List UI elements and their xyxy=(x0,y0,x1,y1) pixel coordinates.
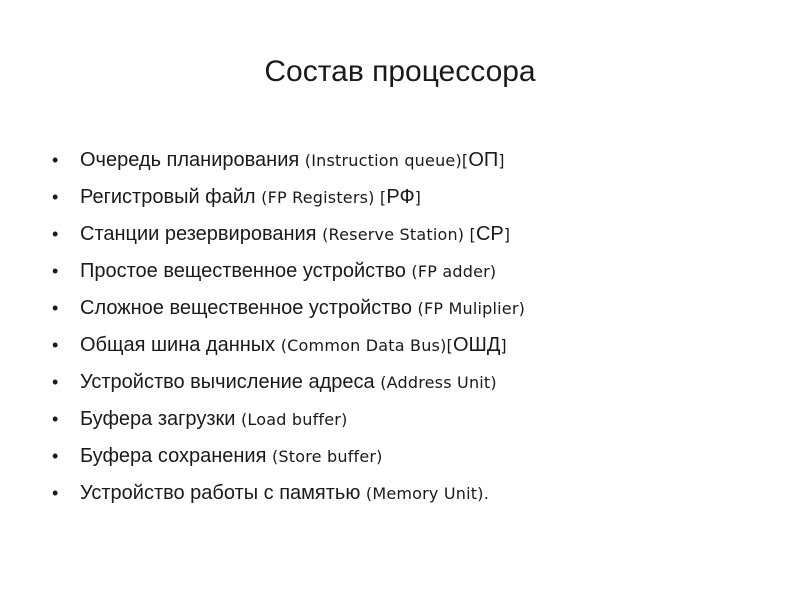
bullet-icon: • xyxy=(52,446,59,466)
bullet-icon: • xyxy=(52,187,59,207)
list-item xyxy=(52,253,525,290)
item-russian-text: Очередь планирования xyxy=(80,149,305,171)
bullet-list xyxy=(52,142,525,512)
item-english-text: (Memory Unit). xyxy=(365,484,489,503)
item-abbreviation: ОП xyxy=(468,149,499,171)
item-bracket-close: ] xyxy=(498,151,505,170)
list-item xyxy=(52,364,525,401)
item-english-text: (Common Data Bus)[ xyxy=(280,336,453,355)
item-bracket-close: ] xyxy=(503,225,511,244)
bullet-icon: • xyxy=(52,224,59,244)
item-english-text: (FP Registers) [ xyxy=(261,188,387,207)
list-item xyxy=(52,142,525,179)
item-english-text: (Instruction queue)[ xyxy=(304,151,469,170)
item-russian-text: Простое вещественное устройство xyxy=(80,260,412,282)
item-english-text: (Reserve Station) [ xyxy=(322,225,476,244)
item-bracket-close: ] xyxy=(414,188,422,207)
bullet-icon: • xyxy=(52,372,59,392)
bullet-icon: • xyxy=(52,298,59,318)
item-russian-text: Буфера загрузки xyxy=(80,408,241,430)
item-russian-text: Буфера сохранения xyxy=(80,445,272,467)
list-item xyxy=(52,475,525,512)
list-item xyxy=(52,327,525,364)
list-item xyxy=(52,179,525,216)
list-item xyxy=(52,290,525,327)
slide-title: Состав процессора xyxy=(264,55,536,88)
item-russian-text: Устройство вычисление адреса xyxy=(80,371,381,393)
item-english-text: (FP Muliplier) xyxy=(417,299,526,318)
item-russian-text: Устройство работы с памятью xyxy=(80,482,366,504)
item-abbreviation: СР xyxy=(475,223,504,245)
bullet-icon: • xyxy=(52,335,59,355)
bullet-icon: • xyxy=(52,261,59,281)
item-english-text: (Address Unit) xyxy=(380,373,497,392)
item-bracket-close: ] xyxy=(500,336,507,355)
item-english-text: (FP adder) xyxy=(411,262,497,281)
list-item xyxy=(52,438,525,475)
item-english-text: (Load buffer) xyxy=(240,410,348,429)
item-english-text: (Store buffer) xyxy=(271,447,383,466)
bullet-icon: • xyxy=(52,483,59,503)
bullet-icon: • xyxy=(52,409,59,429)
item-russian-text: Станции резервирования xyxy=(80,223,323,245)
item-russian-text: Сложное вещественное устройство xyxy=(80,297,418,319)
item-russian-text: Регистровый файл xyxy=(80,186,262,208)
list-item xyxy=(52,401,525,438)
item-abbreviation: РФ xyxy=(386,186,415,208)
list-item xyxy=(52,216,525,253)
item-russian-text: Общая шина данных xyxy=(80,334,281,356)
item-abbreviation: ОШД xyxy=(452,334,501,356)
bullet-icon: • xyxy=(52,150,59,170)
